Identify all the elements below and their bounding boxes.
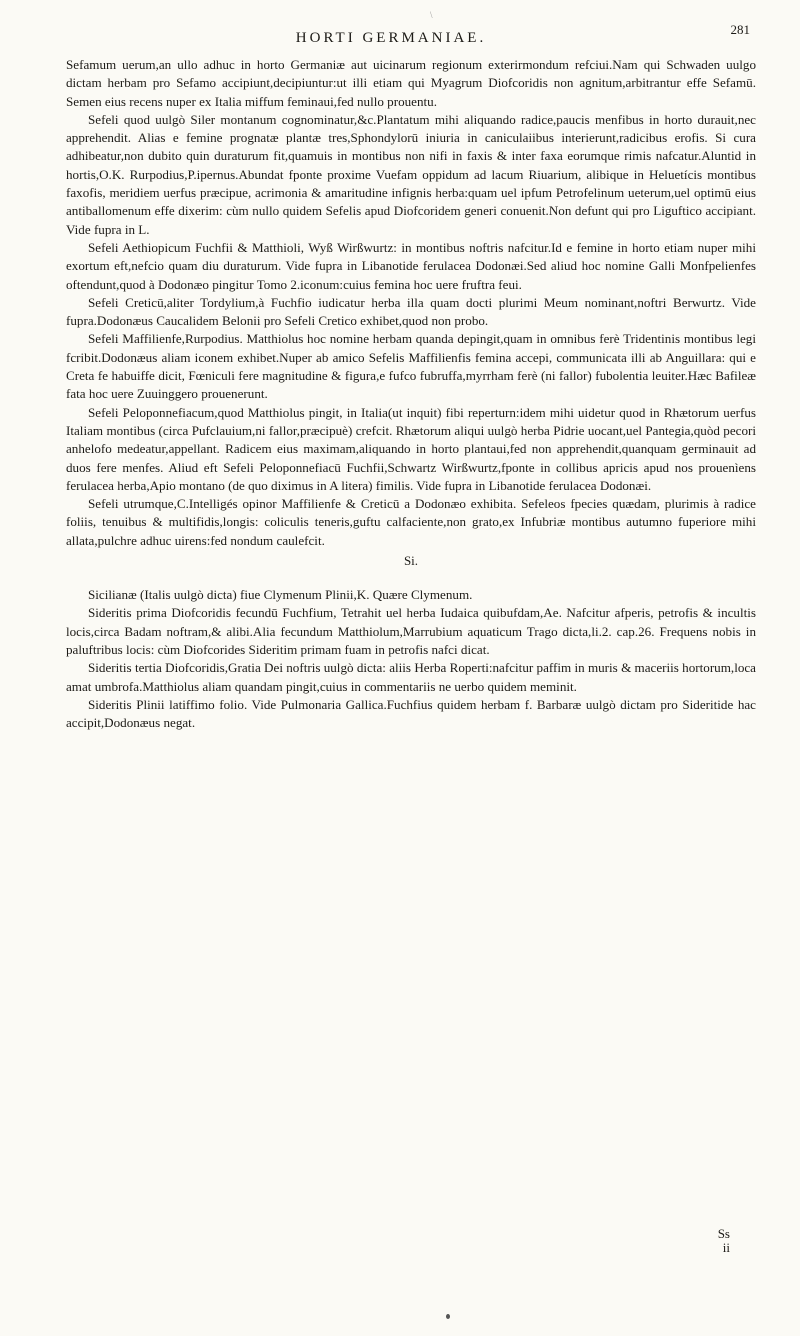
paragraph-seseli-montanum: Sefeli quod uulgò Siler montanum cognominatur,&c.Plantatum mihi aliquando radice,paucis menfibus in horto durauit,nec apprehendit. Alias e femine prognatæ plantæ tres,Sphondylorū iniuria in caniculaiibus interierunt,radicibus erofis. Si cura adhibeatur,non dubito quin duraturum fit,quamuis in montibus non nifi in faxis & inter faxa eorumque rimis nafcatur.Aluntid in hortis,O.K. Rurpodius,P.ipernus.Abundat fponte proxime Vuefam oppidum ad lacum Riuarium, alibique in Heluetícis montibus faxofis, meridiem uerfus præcipue, acrimonia & amaritudine infignis herba:quam uel ipfum Petrofelinum ueterum,uel optimū eius antiballomenum effe dixerim: cùm nullo quidem Sefelis apud Diofcoridem generi conuenit.Non defunt qui pro Liguftico accipiant. Vide fupra in L. xyxy=(66,111,756,237)
paragraph-sesamum: Sefamum uerum,an ullo adhuc in horto Germaniæ aut uicinarum regionum exterirmondum refciui.Nam qui Schwaden uulgo dictam herbam pro Sefamo accipiunt,decipiuntur:ut illi etiam qui Myagrum Diofcoridis non agnitum,arbitrantur effe Sefamū. Semen eius recens nuper ex Italia miffum feminaui,fed nullo prouentu. xyxy=(66,57,756,109)
body-text xyxy=(66,56,756,732)
paragraph-seseli-massiliense: Sefeli Maffilienfe,Rurpodius. Matthiolus hoc nomine herbam quanda depingit,quam in omnibus ferè Tridentinis montibus legi fcribit.Dodonæus aliam iconem exhibet.Nuper ab amico Sefelis Maffilienfis femina accepi, communicata illi ab Anguillara: qui e Creta fe habuiffe dicit, Fœniculi fere magnitudine & figura,e fufco fubruffa,myrrham ferè (ni fallor) fubolentia leuiter.Hæc Bafileæ fata hoc uere Zuuinggero prouenerunt. xyxy=(66,331,756,402)
paragraph-sideritis-prima: Sideritis prima Diofcoridis fecundū Fuchfium, Tetrahit uel herba Iudaica quibufdam,Ae. Nafcitur afperis, petrofis & incultis locis,circa Badam noftram,& alibi.Alia fecundum Matthiolum,Marrubium aquaticum Trago dicta,li.2. cap.26. Frequens nobis in paluftribus locis: cùm Diofcorides Sideritim primam fuam in petrofis nafci dicat. xyxy=(66,605,756,657)
catchword: Ss xyxy=(717,1226,730,1241)
paragraph-sideritis-tertia: Sideritis tertia Diofcoridis,Gratia Dei noftris uulgò dicta: aliis Herba Roperti:nafcitur paffim in muris & maceriis hortorum,loca amat umbrofa.Matthiolus aliam quandam pingit,cuius in commentariis ne uerbo quidem meminit. xyxy=(66,660,756,694)
ink-dot xyxy=(446,1314,450,1319)
paragraph-seseli-creticum: Sefeli Creticū,aliter Tordylium,à Fuchfio iudicatur herba illa quam docti plurimi Meum nominant,noftri Berwurtz. Vide fupra.Dodonæus Caucalidem Belonii pro Sefeli Cretico exhibet,quod non probo. xyxy=(66,294,756,329)
section-letter: Si. xyxy=(403,553,419,569)
paragraph-sideritis-plinii: Sideritis Plinii latiffimo folio. Vide Pulmonaria Gallica.Fuchfius quidem herbam f. Barbaræ uulgò dictam pro Sideritide hac accipit,Dodonæus negat. xyxy=(66,696,756,731)
signature-mark: ii xyxy=(722,1240,730,1255)
running-head: HORTI GERMANIAE. xyxy=(295,30,487,46)
paragraph-seseli-peloponnesiacum: Sefeli Peloponnefiacum,quod Matthiolus pingit, in Italia(ut inquit) fibi reperturn:idem mihi uidetur quod in Rhætorum uerfus Italiam montibus (circa Pufclauium,ni fallor,præcipuè) crefcit. Rhætorum aliqui uulgò herba Pidrie uocant,uel Pantegia,quòd pecori anhelofo medeatur,appellant. Radicem eius maximam,aliquando in horto plantaui,fed non apprehendit,quanquam germinauit ad duos fere menfes. Aliud eft Sefeli Peloponnefiacū Fuchfii,Schwartz Wirßwurtz,fponte in collibus apricis apud nos prouenìens ferulacea herba,Apio montano (de quo diximus in A litera) fimilis. Vide fupra in Libanotide ferulacea Dodonæi. xyxy=(66,404,756,493)
paragraph-siciliana: Sicilianæ (Italis uulgò dicta) fiue Clymenum Plinii,K. Quære Clymenum. xyxy=(88,587,473,603)
corner-mark: \ xyxy=(430,10,433,20)
page-number: 281 xyxy=(730,22,750,37)
paragraph-seseli-utrumque: Sefeli utrumque,C.Intelligés opinor Maffilienfe & Creticū a Dodonæo exhibita. Sefeleos fpecies quædam, plurimis à radice foliis, tenuibus & multifidis,longis: coliculis teneris,guftu calfaciente,non grato,ex Infubriæ montibus autumno fuperiore mihi allata,pulchre adhuc uirens:fed nondum caulefcit. xyxy=(66,496,756,548)
page-header xyxy=(66,0,756,56)
paragraph-seseli-aethiopicum: Sefeli Aethiopicum Fuchfii & Matthioli, Wyß Wirßwurtz: in montibus noftris nafcitur.Id e femine in horto etiam nuper mihi exortum eft,nefcio quam diu duraturum. Vide fupra in Libanotide ferulacea Dodonæi.Sed aliud hoc nomine Galli Monfpelienfes oftendunt,quod à Dodonæo pingitur Tomo 2.iconum:cuius femina hoc uere fruftra feui. xyxy=(66,239,756,292)
